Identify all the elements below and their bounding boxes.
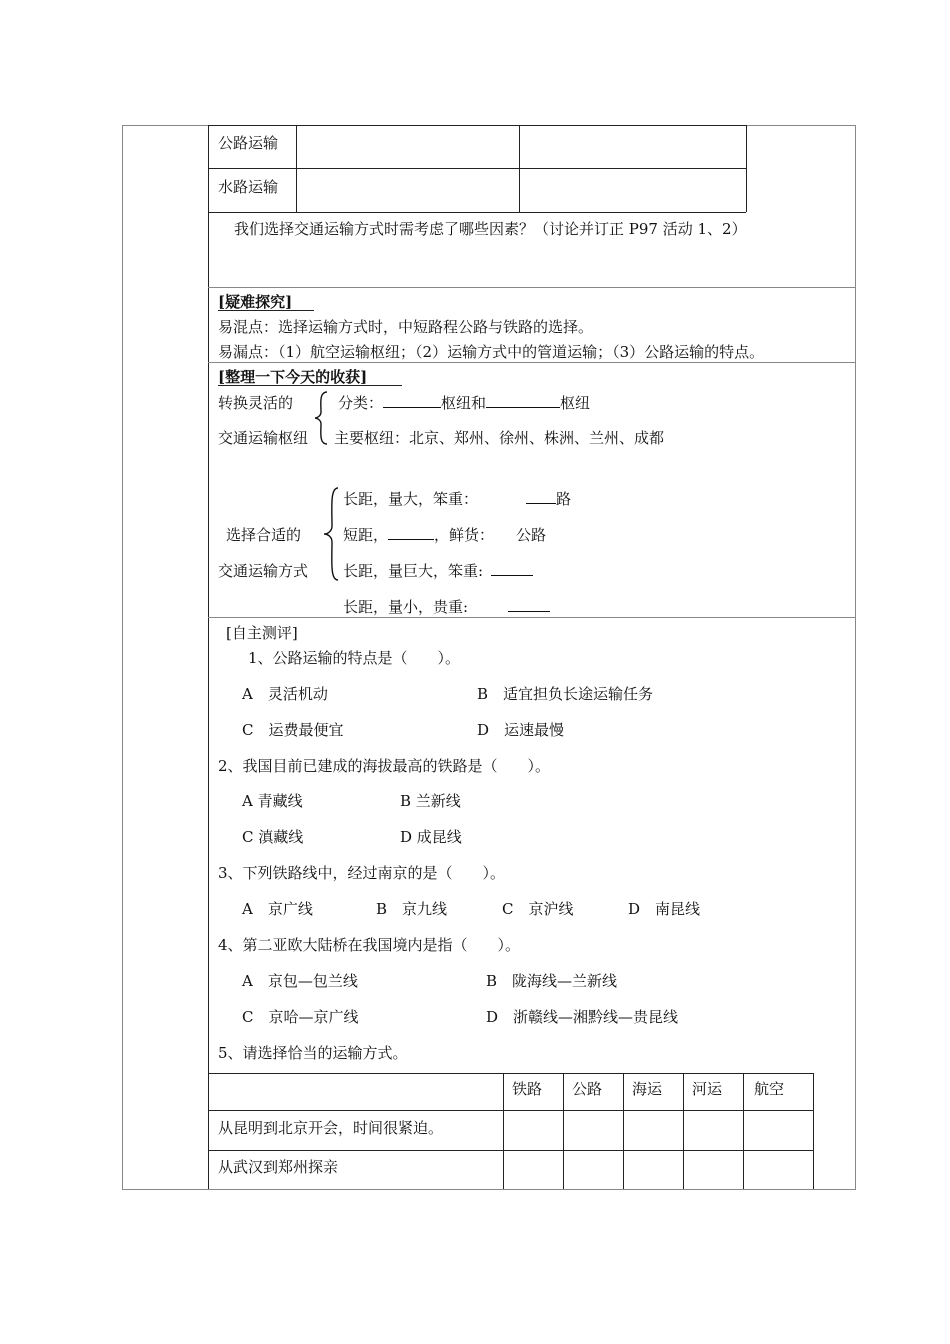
transport-table-col-5 <box>813 1073 814 1189</box>
q2-option-d: D 成昆线 <box>400 828 462 846</box>
top-table-row-water: 水路运输 <box>218 178 279 196</box>
confuse-point: 易混点：选择运输方式时，中短路程公路与铁路的选择。 <box>218 318 594 336</box>
summary-heading: [整理一下今天的收获] <box>218 368 368 386</box>
hub-category-suffix: 枢纽 <box>560 394 591 412</box>
transport-row-1: 从昆明到北京开会，时间很紧迫。 <box>218 1119 444 1137</box>
choose-2-blank <box>388 525 434 540</box>
choose-4-blank <box>508 597 550 612</box>
question-3: 3、下列铁路线中，经过南京的是（ ）。 <box>218 864 506 882</box>
transport-table-col-0 <box>503 1073 504 1189</box>
top-table-col-1 <box>296 125 297 212</box>
q4-option-d: D 浙赣线—湘黔线—贵昆线 <box>486 1008 679 1026</box>
choose-left-label-1: 选择合适的 <box>226 526 302 544</box>
hub-brace <box>313 390 331 446</box>
header-air: 航空 <box>754 1080 785 1098</box>
choose-2-label-a: 短距， <box>343 526 389 544</box>
top-table-col-3 <box>746 125 747 212</box>
outer-frame-left <box>122 125 123 1189</box>
choose-line-2 <box>343 524 546 545</box>
quiz-heading: [自主测评] <box>226 624 298 642</box>
q2-option-a: A 青藏线 <box>242 792 303 810</box>
summary-heading-underline <box>218 385 402 386</box>
miss-point: 易漏点：（1）航空运输枢纽；（2）运输方式中的管道运输；（3）公路运输的特点。 <box>218 343 765 361</box>
choose-2-label-b: ，鲜货： <box>434 526 495 544</box>
q1-option-a: A 灵活机动 <box>242 685 328 703</box>
transport-table-line-2 <box>208 1110 813 1111</box>
header-sea: 海运 <box>632 1080 663 1098</box>
question-5: 5、请选择恰当的运输方式。 <box>218 1044 408 1062</box>
choose-1-blank <box>526 489 556 504</box>
difficulty-heading: [疑难探究] <box>218 293 293 311</box>
q4-option-c: C 京哈—京广线 <box>242 1008 359 1026</box>
q4-option-a: A 京包—包兰线 <box>242 972 358 990</box>
q3-option-d: D 南昆线 <box>628 900 701 918</box>
outer-frame-bottom <box>122 1189 856 1190</box>
hub-blank-2 <box>486 393 560 408</box>
section-divider-1 <box>208 287 856 288</box>
top-table-line-1 <box>208 125 746 126</box>
section-divider-3 <box>208 617 856 618</box>
hub-category-line <box>338 392 590 413</box>
question-2: 2、我国目前已建成的海拔最高的铁路是（ ）。 <box>218 757 551 775</box>
q2-option-b: B 兰新线 <box>400 792 461 810</box>
outer-frame-right <box>855 125 856 1189</box>
hub-blank-1 <box>383 393 441 408</box>
difficulty-heading-underline <box>218 310 314 311</box>
content-column-left <box>208 125 209 1189</box>
transport-table-col-4 <box>743 1073 744 1189</box>
header-road: 公路 <box>572 1080 603 1098</box>
q2-option-c: C 滇藏线 <box>242 828 304 846</box>
choose-4-label: 长距，量小，贵重: <box>343 598 469 616</box>
choose-1-label: 长距，量大，笨重： <box>343 490 479 508</box>
section-divider-2 <box>208 362 856 363</box>
choose-3-label: 长距，量巨大，笨重: <box>343 562 484 580</box>
discussion-question: 我们选择交通运输方式时需考虑了哪些因素？（讨论并订正 P97 活动 1、2） <box>234 220 747 238</box>
choose-left-label-2: 交通运输方式 <box>218 562 309 580</box>
hub-left-label-1: 转换灵活的 <box>218 394 294 412</box>
choose-2-answer: 公路 <box>516 526 547 544</box>
q1-option-c: C 运费最便宜 <box>242 721 344 739</box>
choose-line-3 <box>343 560 533 581</box>
hub-category-prefix: 分类： <box>338 394 384 412</box>
transport-row-2: 从武汉到郑州探亲 <box>218 1158 339 1176</box>
q3-option-c: C 京沪线 <box>502 900 574 918</box>
header-railway: 铁路 <box>512 1080 543 1098</box>
q3-option-b: B 京九线 <box>376 900 448 918</box>
choose-line-4 <box>343 596 550 617</box>
hub-category-mid: 枢纽和 <box>441 394 487 412</box>
top-table-line-3 <box>208 212 746 213</box>
transport-table-col-2 <box>623 1073 624 1189</box>
top-table-row-road: 公路运输 <box>218 134 279 152</box>
q4-option-b: B 陇海线—兰新线 <box>486 972 618 990</box>
top-table-col-2 <box>519 125 520 212</box>
q3-option-a: A 京广线 <box>242 900 313 918</box>
transport-table-line-3 <box>208 1150 813 1151</box>
q1-option-b: B 适宜担负长途运输任务 <box>477 685 654 703</box>
hub-main-line: 主要枢纽：北京、郑州、徐州、株洲、兰州、成都 <box>334 429 665 447</box>
question-4: 4、第二亚欧大陆桥在我国境内是指（ ）。 <box>218 936 521 954</box>
choose-brace <box>322 486 342 582</box>
choose-3-blank <box>491 561 533 576</box>
q1-option-d: D 运速最慢 <box>477 721 565 739</box>
top-table-line-2 <box>208 168 746 169</box>
transport-table-col-3 <box>683 1073 684 1189</box>
transport-table-col-1 <box>563 1073 564 1189</box>
choose-line-1 <box>343 488 571 509</box>
choose-1-suffix: 路 <box>556 490 572 508</box>
header-river: 河运 <box>692 1080 723 1098</box>
transport-table-line-1 <box>208 1073 813 1074</box>
hub-left-label-2: 交通运输枢纽 <box>218 429 309 447</box>
question-1: 1、公路运输的特点是（ ）。 <box>248 649 461 667</box>
